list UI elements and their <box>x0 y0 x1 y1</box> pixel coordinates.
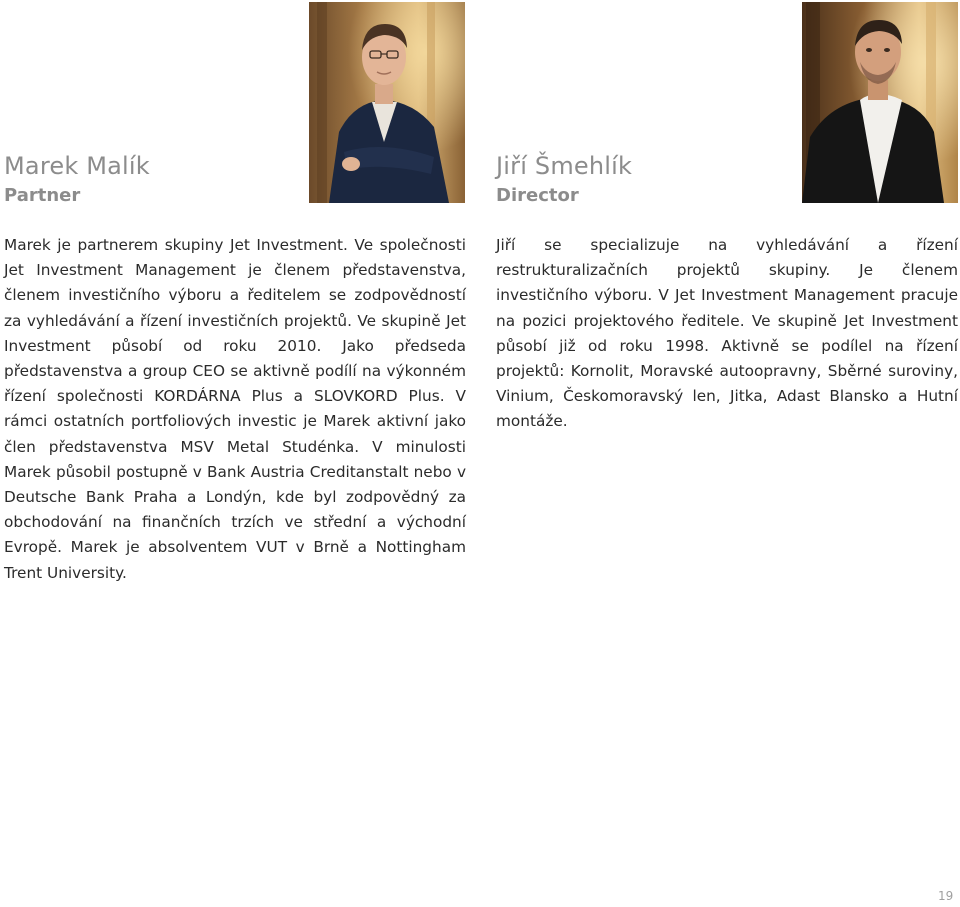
person-name: Jiří Šmehlík <box>496 152 633 180</box>
person-role: Director <box>496 185 579 206</box>
person-bio: Jiří se specializuje na vyhledávání a řízení restrukturalizačních projektů skupiny. Je členem investičního výboru. V Jet Investment Management pracuje na pozici projektového ředitele. Ve skupině Jet Investment působí již od roku 1998. Aktivně se podílel na řízení projektů: Kornolit, Moravské autoopravny, Sběrné suroviny, Vinium, Českomoravský len, Jitka, Adast Blansko a Hutní montáže. <box>496 236 958 431</box>
person-role: Partner <box>4 185 81 206</box>
portrait-photo-marek-malik <box>309 2 465 203</box>
page-number: 19 <box>938 889 954 903</box>
portrait-photo-jiri-smehlik <box>802 2 958 203</box>
person-name: Marek Malík <box>4 152 150 180</box>
person-bio: Marek je partnerem skupiny Jet Investment. Ve společnosti Jet Investment Management je členem představenstva, členem investičního výboru a ředitelem se zodpovědností za vyhledávání a řízení investičních projektů. Ve skupině Jet Investment působí od roku 2010. Jako předseda představenstva a group CEO se aktivně podílí na výkonném řízení společnosti KORDÁRNA Plus a SLOVKORD Plus. V rámci ostatních portfoliových investic je Marek aktivní jako člen představenstva MSV Metal Studénka. V minulosti Marek působil postupně v Bank Austria Creditanstalt nebo v Deutsche Bank Praha a Londýn, kde byl zodpovědný za obchodování na finančních trzích ve střední a východní Evropě. Marek je absolventem VUT v Brně a Nottingham Trent University. <box>4 236 466 582</box>
